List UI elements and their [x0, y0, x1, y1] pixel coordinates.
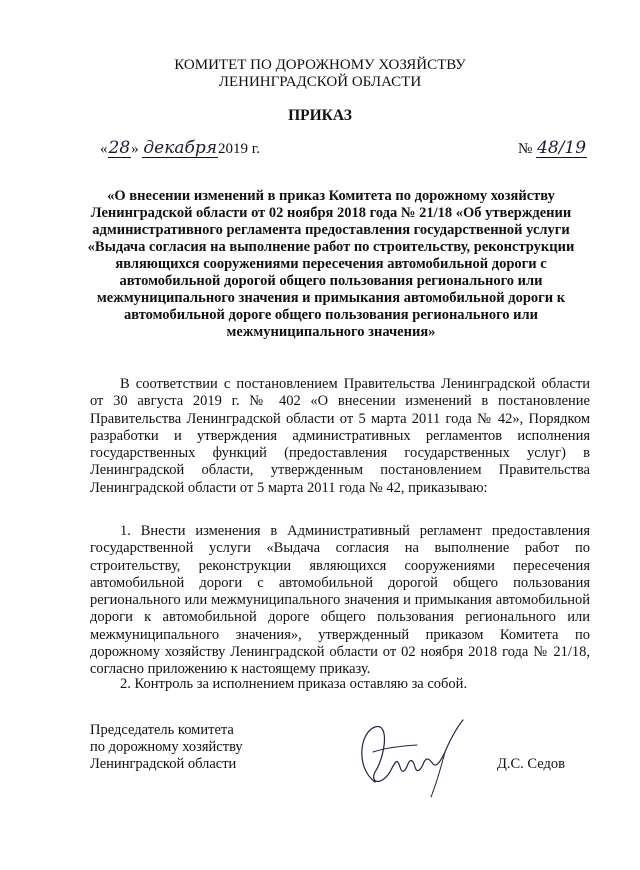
signer-position [90, 722, 243, 773]
order-title: «О внесении изменений в приказ Комитета по дорожному хозяйству Ленинградской области от 02 ноября 2018 года № 21/18 «Об утверждении административного регламента предоставления государственной услуги «Выдача согласия на выполнение работ по строительству, реконструкции являющихся сооружениями пересечения автомобильной дороги с автомобильной дорогой общего пользования регионального или межмуниципального значения и примыкания автомобильной дороги к автомобильной дороге общего пользования регионального или межмуниципального значения» [87, 188, 575, 340]
org-name-line2: ЛЕНИНГРАДСКОЙ ОБЛАСТИ [218, 74, 422, 90]
date-year: 2019 г. [218, 141, 260, 157]
position-line3: Ленинградской области [90, 756, 237, 772]
order-number [518, 140, 587, 158]
date-day: 28 [108, 138, 131, 158]
date-open-quote: « [100, 141, 108, 157]
item-1-text: 1. Внести изменения в Административный регламент предоставления государственной услуги «Выдача согласия на выполнение работ по строительству, реконструкции являющихся сооружениями пересечения автомобильной дороги с автомобильной дорогой общего пользования регионального или межмуниципального значения и примыкания автомобильной дороги к автомобильной дороге общего пользования регионального или межмуниципального значения», утвержденный приказом Комитета по дорожному хозяйству Ленинградской области от 02 ноября 2018 года № 21/18, согласно приложению к настоящему приказу. [90, 523, 590, 678]
date-close-quote: » [131, 141, 139, 157]
number-prefix: № [518, 141, 533, 157]
order-date [100, 140, 260, 158]
document-type: ПРИКАЗ [288, 107, 352, 124]
organization-header [0, 57, 640, 91]
position-line1: Председатель комитета [90, 722, 234, 738]
item-2-paragraph [90, 676, 590, 693]
position-line2: по дорожному хозяйству [90, 739, 243, 755]
date-month: декабря [143, 138, 218, 158]
item-2-text: 2. Контроль за исполнением приказа оставляю за собой. [120, 676, 468, 692]
preamble-paragraph [90, 376, 590, 497]
handwritten-signature [345, 712, 475, 802]
preamble-text: В соответствии с постановлением Правительства Ленинградской области от 30 августа 2019 г. № 402 «О внесении изменений в постановление Правительства Ленинградской области от 5 марта 2011 года № 42», Порядком разработки и утверждения административных регламентов исполнения государственных функций (предоставления государственных услуг) в Ленинградской области, утвержденным постановлением Правительства Ленинградской области от 5 марта 2011 года № 42, приказываю: [90, 376, 590, 496]
signer-name: Д.С. Седов [497, 756, 566, 772]
org-name-line1: КОМИТЕТ ПО ДОРОЖНОМУ ХОЗЯЙСТВУ [174, 57, 466, 73]
number-value: 48/19 [537, 138, 587, 158]
item-1-paragraph [90, 523, 590, 679]
